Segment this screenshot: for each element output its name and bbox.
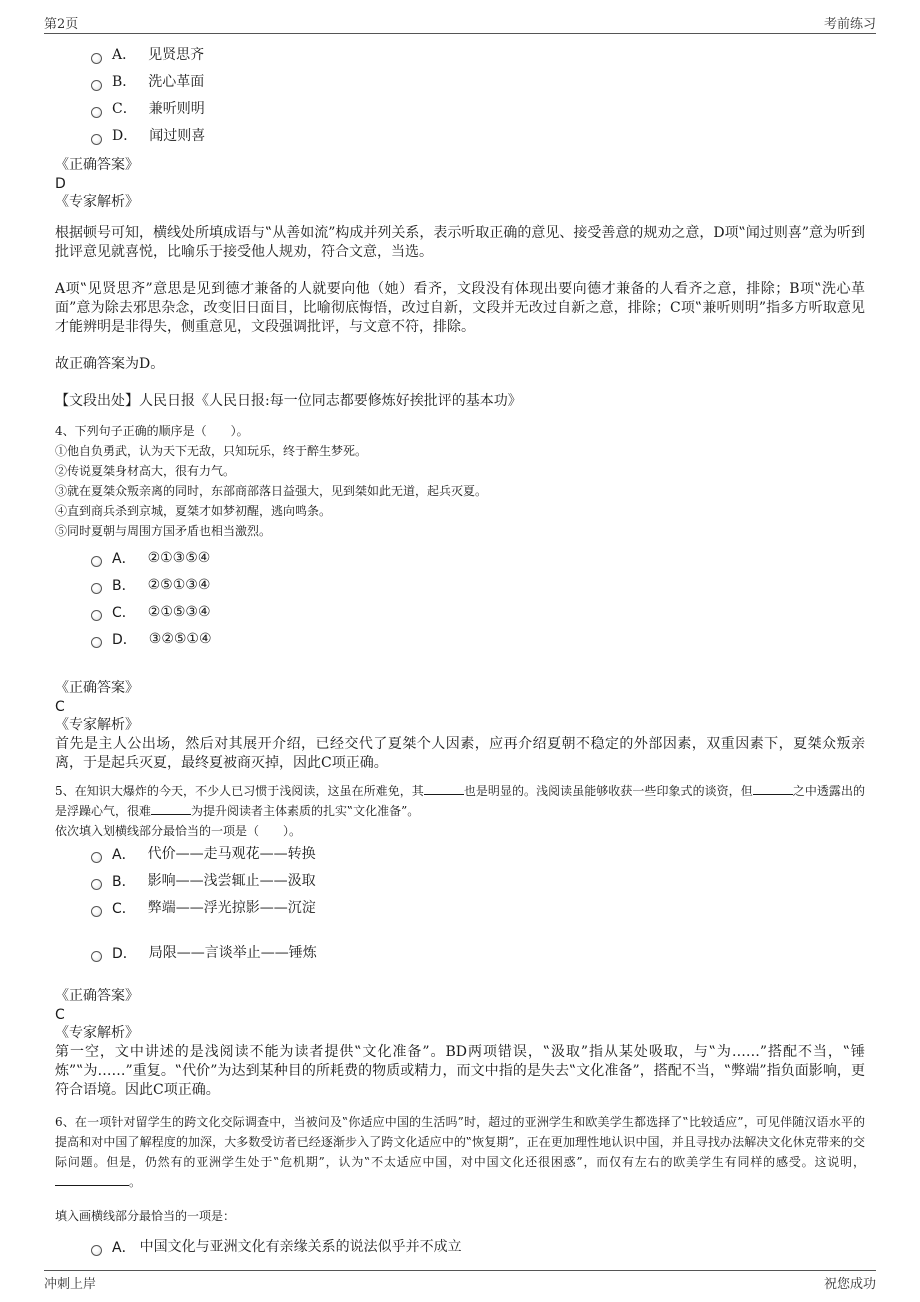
page-number: 第2页 [44,17,79,32]
q5-analysis: 第一空，文中讲述的是浅阅读不能为读者提供‟文化准备”。BD两项错误，‟汲取”指从某处吸取，与‟为……”搭配不当，‟锤炼”‟为……”重复。‟代价”为达到某种目的所耗费的物质或精力，而文中指的是失去‟文化准备”，搭配不当，‟弊端”指负面影响，更符合语境。因此C项正确。 [55,1044,865,1098]
q4-line-4: ④直到商兵杀到京城，夏桀才如梦初醒，逃向鸣条。 [55,504,332,518]
q3-answer-tag: 《正确答案》 [55,157,139,173]
q4-line-5: ⑤同时夏朝与周围方国矛盾也相当激烈。 [55,524,272,538]
q4-options [53,545,865,653]
q3-option-a[interactable]: A． 见贤思齐 [91,42,865,69]
radio-icon[interactable] [91,951,102,962]
footer-left: 冲刺上岸 [44,1277,97,1292]
q5-options [53,841,865,967]
q3-option-c[interactable]: C． 兼听则明 [91,96,865,123]
q4-option-d[interactable]: D． ③②⑤①④ [91,626,865,653]
q4-line-3: ③就在夏桀众叛亲离的同时，东部商部落日益强大，见到桀如此无道，起兵灭夏。 [55,484,488,498]
q3-analysis-tag: 《专家解析》 [55,194,139,210]
q4-analysis: 首先是主人公出场，然后对其展开介绍，已经交代了夏桀个人因素，应再介绍夏朝不稳定的外部因素，双重因素下，夏桀众叛亲离，于是起兵灭夏，最终夏被商灭掉，因此C项正确。 [55,736,865,771]
q4-option-b[interactable]: B． ②⑤①③④ [91,572,865,599]
q6-option-a[interactable]: A． 中国文化与亚洲文化有亲缘关系的说法似乎并不成立 [91,1234,865,1261]
q4-option-a[interactable]: A． ②①③⑤④ [91,545,865,572]
radio-icon[interactable] [91,852,102,863]
radio-icon[interactable] [91,583,102,594]
q5-instruction: 依次填入划横线部分最恰当的一项是（ ）。 [55,824,302,838]
radio-icon[interactable] [91,107,102,118]
radio-icon[interactable] [91,80,102,91]
document-body [55,42,865,1261]
radio-icon[interactable] [91,53,102,64]
radio-icon[interactable] [91,1245,102,1256]
fill-blank [55,1173,129,1186]
q6-stem: 6、在一项针对留学生的跨文化交际调查中，当被问及‟你适应中国的生活吗”时，超过的亚洲学生和欧美学生都选择了‟比较适应”，可见伴随汉语水平的提高和对中国了解程度的加深，大多数受访者已经逐渐步入了跨文化适应中的‟恢复期”，正在更加理性地认识中国，并且寻找办法解决文化休克带来的交际问题。但是，仍然有的亚洲学生处于‟危机期”，认为‟不太适应中国，对中国文化还很困惑”，而仅有左右的欧美学生有同样的感受。这说明，。 [55,1115,865,1189]
q5-stem: 5、在知识大爆炸的今天，不少人已习惯于浅阅读，这虽在所难免，其 也是明显的。浅阅读虽能够收获一些印象式的谈资，但 之中透露出的是浮躁心气，很难 为提升阅读者主体素质的扎实‟文化准备”。 [55,784,865,818]
radio-icon[interactable] [91,610,102,621]
q3-option-d[interactable]: D． 闻过则喜 [91,123,865,150]
header-title: 考前练习 [823,17,876,32]
q6-instruction: 填入画横线部分最恰当的一项是： [55,1209,236,1223]
radio-icon[interactable] [91,906,102,917]
fill-blank [151,802,191,815]
q3-source: 【文段出处】人民日报《人民日报:每一位同志都要修炼好挨批评的基本功》 [55,393,522,409]
page-header [44,13,876,34]
radio-icon[interactable] [91,134,102,145]
q5-analysis-tag: 《专家解析》 [55,1025,139,1041]
q4-stem: 4、下列句子正确的顺序是（ ）。 [55,424,249,438]
radio-icon[interactable] [91,556,102,567]
q5-option-c[interactable]: C． 弊端——浮光掠影——沉淀 [91,895,865,922]
q3-analysis-3: 故正确答案为D。 [55,356,165,372]
fill-blank [424,782,464,795]
q3-option-b[interactable]: B． 洗心革面 [91,69,865,96]
q5-answer-tag: 《正确答案》 [55,988,139,1004]
q3-answer: D [55,176,66,192]
q4-answer: C [55,699,65,715]
q4-analysis-tag: 《专家解析》 [55,717,139,733]
q3-analysis-1: 根据顿号可知，横线处所填成语与‟从善如流”构成并列关系，表示听取正确的意见、接受善意的规劝之意，D项‟闻过则喜”意为听到批评意见就喜悦，比喻乐于接受他人规劝，符合文意，当选。 [55,225,865,260]
page-footer [44,1270,876,1293]
q4-line-1: ①他自负勇武，认为天下无敌，只知玩乐，终于醉生梦死。 [55,444,368,458]
fill-blank [753,782,793,795]
q4-option-c[interactable]: C． ②①⑤③④ [91,599,865,626]
q5-option-d[interactable]: D． 局限——言谈举止——锤炼 [91,940,865,967]
q4-line-2: ②传说夏桀身材高大，很有力气。 [55,464,236,478]
q4-answer-tag: 《正确答案》 [55,680,139,696]
q3-options [53,42,865,150]
radio-icon[interactable] [91,879,102,890]
footer-right: 祝您成功 [823,1277,876,1292]
q3-analysis-2: A项‟见贤思齐”意思是见到德才兼备的人就要向他（她）看齐，文段没有体现出要向德才兼备的人看齐之意，排除；B项‟洗心革面”意为除去邪思杂念，改变旧日面目，比喻彻底悔悟，改过自新，文段并无改过自新之意，排除；C项‟兼听则明”指多方听取意见才能辨明是非得失，侧重意见，文段强调批评，与文意不符，排除。 [55,281,865,335]
q5-option-b[interactable]: B． 影响——浅尝辄止——汲取 [91,868,865,895]
q5-answer: C [55,1007,65,1023]
q6-options [53,1234,865,1261]
q5-option-a[interactable]: A． 代价——走马观花——转换 [91,841,865,868]
radio-icon[interactable] [91,637,102,648]
